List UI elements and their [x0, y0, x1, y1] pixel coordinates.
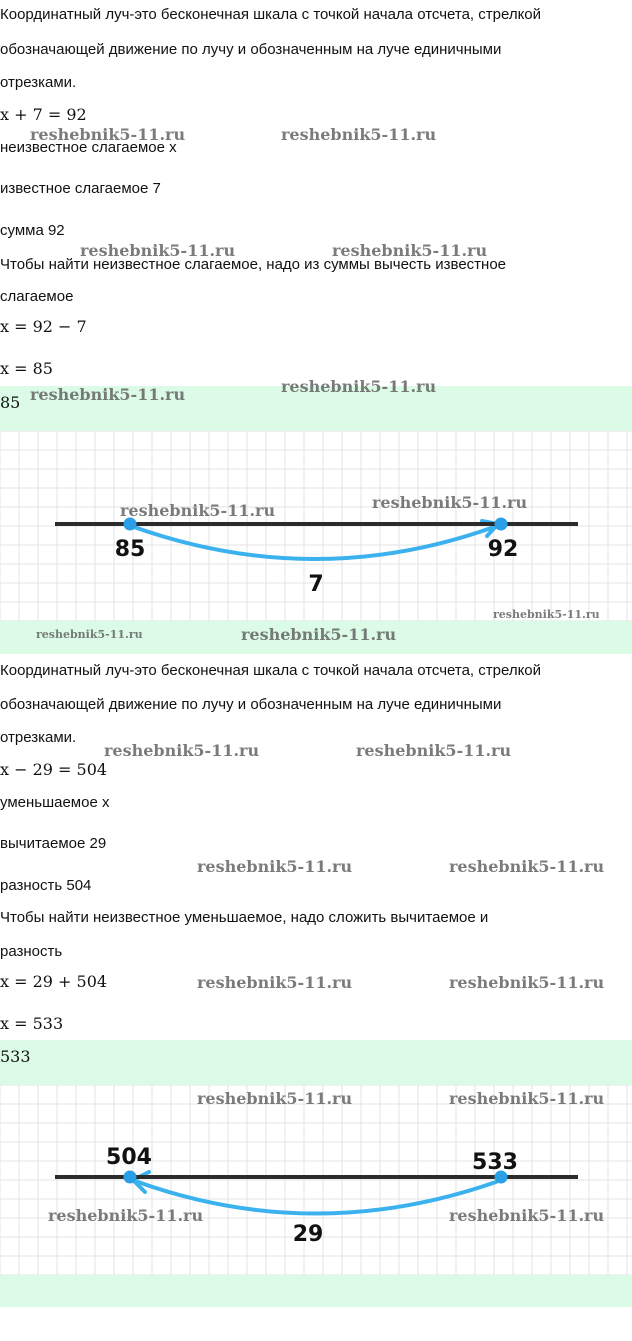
solution-step-2: x = 533 [0, 1014, 64, 1033]
answer-value: 533 [0, 1047, 31, 1066]
equation: x − 29 = 504 [0, 760, 108, 779]
solution-step-2: x = 85 [0, 359, 53, 378]
watermark: reshebnik5-11.ru [36, 628, 143, 641]
left-label: 504 [106, 1145, 152, 1170]
definition-line-3: отрезками. [0, 74, 77, 91]
watermark: reshebnik5-11.ru [80, 241, 236, 260]
watermark: reshebnik5-11.ru [449, 857, 605, 876]
subtrahend: вычитаемое 29 [0, 835, 107, 852]
definition-line-2: обозначающей движение по лучу и обозначенным на луче единичными [0, 696, 502, 713]
watermark: reshebnik5-11.ru [30, 125, 186, 144]
rule-line-2: разность [0, 943, 63, 960]
number-line-figure [0, 431, 632, 621]
watermark: reshebnik5-11.ru [449, 1206, 605, 1225]
difference-value: разность 504 [0, 877, 92, 894]
watermark: reshebnik5-11.ru [449, 973, 605, 992]
right-label: 92 [487, 537, 519, 562]
watermark: reshebnik5-11.ru [104, 741, 260, 760]
step-label: 29 [292, 1222, 324, 1247]
step-label: 7 [308, 572, 324, 597]
rule-line-1: Чтобы найти неизвестное уменьшаемое, надо сложить вычитаемое и [0, 909, 489, 926]
left-label: 85 [114, 537, 146, 562]
answer-band [0, 1040, 632, 1085]
unknown-addend: неизвестное слагаемое x [0, 139, 177, 156]
answer-value: 85 [0, 393, 21, 412]
watermark: reshebnik5-11.ru [197, 973, 353, 992]
rule-line-1: Чтобы найти неизвестное слагаемое, надо из суммы вычесть известное [0, 256, 507, 273]
rule-line-2: слагаемое [0, 288, 74, 305]
point-end [495, 518, 508, 531]
answer-band-bottom [0, 1275, 632, 1307]
watermark: reshebnik5-11.ru [197, 857, 353, 876]
watermark: reshebnik5-11.ru [197, 1089, 353, 1108]
watermark: reshebnik5-11.ru [30, 385, 186, 404]
watermark: reshebnik5-11.ru [241, 625, 397, 644]
solution-step-1: x = 29 + 504 [0, 972, 108, 991]
definition-line-2: обозначающей движение по лучу и обозначенным на луче единичными [0, 41, 502, 58]
watermark: reshebnik5-11.ru [372, 493, 528, 512]
right-label: 533 [472, 1150, 518, 1175]
watermark: reshebnik5-11.ru [120, 501, 276, 520]
minuend: уменьшаемое x [0, 794, 110, 811]
equation: x + 7 = 92 [0, 105, 87, 124]
watermark: reshebnik5-11.ru [281, 377, 437, 396]
watermark: reshebnik5-11.ru [332, 241, 488, 260]
jump-arrow [134, 527, 494, 559]
definition-line-3: отрезками. [0, 729, 77, 746]
watermark: reshebnik5-11.ru [356, 741, 512, 760]
watermark: reshebnik5-11.ru [493, 608, 600, 621]
definition-line-1: Координатный луч-это бесконечная шкала с точкой начала отсчета, стрелкой [0, 6, 542, 23]
sum-value: сумма 92 [0, 222, 65, 239]
definition-line-1: Координатный луч-это бесконечная шкала с точкой начала отсчета, стрелкой [0, 662, 542, 679]
watermark: reshebnik5-11.ru [281, 125, 437, 144]
point-start [124, 1171, 137, 1184]
known-addend: известное слагаемое 7 [0, 180, 161, 197]
number-line-figure [0, 1085, 632, 1275]
watermark: reshebnik5-11.ru [449, 1089, 605, 1108]
solution-step-1: x = 92 − 7 [0, 317, 87, 336]
watermark: reshebnik5-11.ru [48, 1206, 204, 1225]
